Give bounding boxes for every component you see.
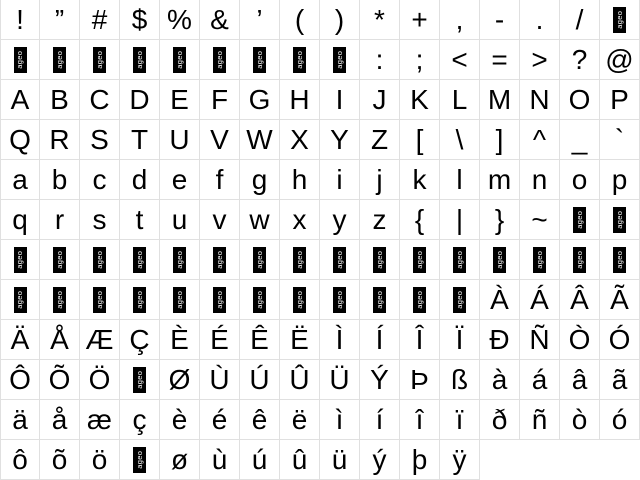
notdef-box-icon	[93, 247, 106, 273]
notdef-box-icon	[53, 247, 66, 273]
notdef-font-name-label: ageo	[94, 290, 104, 309]
glyph-cell: q	[0, 200, 40, 240]
notdef-font-name-label: ageo	[534, 250, 544, 269]
glyph-row	[0, 320, 640, 360]
glyph-cell: D	[120, 80, 160, 120]
missing-glyph-cell	[120, 440, 160, 480]
glyph-cell: õ	[40, 440, 80, 480]
notdef-box-icon	[14, 47, 27, 73]
glyph-cell: Ý	[360, 360, 400, 400]
missing-glyph-cell	[560, 200, 600, 240]
glyph-cell: ó	[600, 400, 640, 440]
glyph-cell: x	[280, 200, 320, 240]
notdef-box-icon	[333, 247, 346, 273]
glyph-cell: Æ	[80, 320, 120, 360]
glyph-cell: |	[440, 200, 480, 240]
missing-glyph-cell	[120, 240, 160, 280]
notdef-font-name-label: ageo	[214, 290, 224, 309]
glyph-cell: û	[280, 440, 320, 480]
notdef-box-icon	[213, 247, 226, 273]
glyph-cell: @	[600, 40, 640, 80]
glyph-cell: ’	[240, 0, 280, 40]
notdef-font-name-label: ageo	[15, 290, 25, 309]
glyph-cell: ]	[480, 120, 520, 160]
glyph-cell: à	[480, 360, 520, 400]
glyph-cell: ç	[120, 400, 160, 440]
notdef-box-icon	[133, 367, 146, 393]
notdef-box-icon	[14, 247, 27, 273]
glyph-cell: Ó	[600, 320, 640, 360]
missing-glyph-cell	[320, 40, 360, 80]
glyph-cell: í	[360, 400, 400, 440]
missing-glyph-cell	[120, 360, 160, 400]
notdef-font-name-label: ageo	[414, 250, 424, 269]
notdef-box-icon	[253, 247, 266, 273]
glyph-row	[0, 80, 640, 120]
glyph-cell: {	[400, 200, 440, 240]
glyph-cell: p	[600, 160, 640, 200]
missing-glyph-cell	[320, 240, 360, 280]
glyph-cell: w	[240, 200, 280, 240]
glyph-cell: ;	[400, 40, 440, 80]
notdef-box-icon	[293, 287, 306, 313]
glyph-cell: <	[440, 40, 480, 80]
glyph-cell: u	[160, 200, 200, 240]
glyph-cell: Z	[360, 120, 400, 160]
glyph-cell: Å	[40, 320, 80, 360]
notdef-box-icon	[453, 247, 466, 273]
missing-glyph-cell	[200, 40, 240, 80]
missing-glyph-cell	[560, 240, 600, 280]
missing-glyph-cell	[80, 240, 120, 280]
notdef-font-name-label: ageo	[94, 50, 104, 69]
glyph-cell: Þ	[400, 360, 440, 400]
glyph-row	[0, 0, 640, 40]
glyph-cell: ì	[320, 400, 360, 440]
notdef-font-name-label: ageo	[254, 250, 264, 269]
glyph-cell: V	[200, 120, 240, 160]
glyph-cell: Õ	[40, 360, 80, 400]
glyph-cell: ï	[440, 400, 480, 440]
notdef-box-icon	[453, 287, 466, 313]
notdef-font-name-label: ageo	[54, 50, 64, 69]
glyph-cell: i	[320, 160, 360, 200]
notdef-box-icon	[133, 287, 146, 313]
notdef-box-icon	[413, 287, 426, 313]
notdef-box-icon	[533, 247, 546, 273]
notdef-box-icon	[293, 247, 306, 273]
notdef-font-name-label: ageo	[134, 370, 144, 389]
glyph-cell: Ð	[480, 320, 520, 360]
notdef-box-icon	[133, 447, 146, 473]
missing-glyph-cell	[0, 280, 40, 320]
missing-glyph-cell	[600, 240, 640, 280]
glyph-cell: ñ	[520, 400, 560, 440]
glyph-cell: g	[240, 160, 280, 200]
glyph-cell: A	[0, 80, 40, 120]
glyph-cell: a	[0, 160, 40, 200]
notdef-font-name-label: ageo	[614, 10, 624, 29]
glyph-cell: /	[560, 0, 600, 40]
glyph-cell: e	[160, 160, 200, 200]
glyph-cell: ÿ	[440, 440, 480, 480]
glyph-cell: P	[600, 80, 640, 120]
missing-glyph-cell	[200, 280, 240, 320]
missing-glyph-cell	[600, 200, 640, 240]
notdef-font-name-label: ageo	[294, 50, 304, 69]
glyph-cell: Û	[280, 360, 320, 400]
missing-glyph-cell	[0, 240, 40, 280]
glyph-cell: Ö	[80, 360, 120, 400]
glyph-cell: M	[480, 80, 520, 120]
glyph-cell: W	[240, 120, 280, 160]
missing-glyph-cell	[440, 280, 480, 320]
glyph-cell: Y	[320, 120, 360, 160]
notdef-box-icon	[173, 287, 186, 313]
glyph-cell: þ	[400, 440, 440, 480]
glyph-cell: N	[520, 80, 560, 120]
glyph-cell: ô	[0, 440, 40, 480]
notdef-box-icon	[613, 247, 626, 273]
glyph-cell: ^	[520, 120, 560, 160]
notdef-font-name-label: ageo	[214, 250, 224, 269]
glyph-row	[0, 280, 640, 320]
notdef-font-name-label: ageo	[134, 50, 144, 69]
notdef-font-name-label: ageo	[134, 290, 144, 309]
notdef-font-name-label: ageo	[614, 210, 624, 229]
missing-glyph-cell	[40, 40, 80, 80]
glyph-cell: f	[200, 160, 240, 200]
glyph-cell: á	[520, 360, 560, 400]
glyph-cell: _	[560, 120, 600, 160]
glyph-row	[0, 200, 640, 240]
notdef-box-icon	[173, 247, 186, 273]
glyph-cell: S	[80, 120, 120, 160]
notdef-font-name-label: ageo	[334, 50, 344, 69]
missing-glyph-cell	[80, 40, 120, 80]
notdef-font-name-label: ageo	[454, 250, 464, 269]
notdef-font-name-label: ageo	[174, 290, 184, 309]
missing-glyph-cell	[240, 40, 280, 80]
glyph-cell: Ô	[0, 360, 40, 400]
notdef-box-icon	[333, 287, 346, 313]
missing-glyph-cell	[80, 280, 120, 320]
glyph-cell: Ë	[280, 320, 320, 360]
notdef-font-name-label: ageo	[54, 290, 64, 309]
glyph-cell: ”	[40, 0, 80, 40]
glyph-cell: j	[360, 160, 400, 200]
glyph-cell: I	[320, 80, 360, 120]
missing-glyph-cell	[320, 280, 360, 320]
notdef-box-icon	[253, 47, 266, 73]
notdef-box-icon	[14, 287, 27, 313]
glyph-cell: [	[400, 120, 440, 160]
glyph-cell: c	[80, 160, 120, 200]
notdef-box-icon	[133, 247, 146, 273]
glyph-row	[0, 440, 640, 480]
glyph-cell: ú	[240, 440, 280, 480]
missing-glyph-cell	[600, 0, 640, 40]
glyph-cell: R	[40, 120, 80, 160]
glyph-cell: î	[400, 400, 440, 440]
glyph-cell: $	[120, 0, 160, 40]
glyph-cell: k	[400, 160, 440, 200]
glyph-cell: r	[40, 200, 80, 240]
missing-glyph-cell	[400, 280, 440, 320]
glyph-cell: ã	[600, 360, 640, 400]
glyph-cell: #	[80, 0, 120, 40]
glyph-cell: l	[440, 160, 480, 200]
missing-glyph-cell	[360, 280, 400, 320]
notdef-font-name-label: ageo	[334, 290, 344, 309]
notdef-font-name-label: ageo	[54, 250, 64, 269]
missing-glyph-cell	[160, 40, 200, 80]
glyph-cell: b	[40, 160, 80, 200]
glyph-cell: =	[480, 40, 520, 80]
glyph-cell: U	[160, 120, 200, 160]
glyph-cell: Ã	[600, 280, 640, 320]
glyph-cell: :	[360, 40, 400, 80]
notdef-box-icon	[53, 287, 66, 313]
notdef-font-name-label: ageo	[254, 290, 264, 309]
missing-glyph-cell	[160, 280, 200, 320]
glyph-cell: *	[360, 0, 400, 40]
glyph-cell: K	[400, 80, 440, 120]
glyph-cell: Ò	[560, 320, 600, 360]
notdef-font-name-label: ageo	[294, 250, 304, 269]
glyph-row	[0, 160, 640, 200]
notdef-font-name-label: ageo	[294, 290, 304, 309]
notdef-box-icon	[253, 287, 266, 313]
glyph-cell: v	[200, 200, 240, 240]
glyph-row	[0, 360, 640, 400]
missing-glyph-cell	[360, 240, 400, 280]
notdef-box-icon	[373, 287, 386, 313]
glyph-cell: +	[400, 0, 440, 40]
notdef-font-name-label: ageo	[134, 250, 144, 269]
notdef-box-icon	[573, 207, 586, 233]
glyph-cell: É	[200, 320, 240, 360]
notdef-box-icon	[93, 47, 106, 73]
notdef-font-name-label: ageo	[94, 250, 104, 269]
notdef-box-icon	[333, 47, 346, 73]
glyph-cell: s	[80, 200, 120, 240]
notdef-font-name-label: ageo	[214, 50, 224, 69]
glyph-cell: o	[560, 160, 600, 200]
glyph-cell: æ	[80, 400, 120, 440]
glyph-cell: å	[40, 400, 80, 440]
notdef-box-icon	[413, 247, 426, 273]
notdef-font-name-label: ageo	[174, 250, 184, 269]
glyph-cell: H	[280, 80, 320, 120]
notdef-box-icon	[293, 47, 306, 73]
glyph-cell: Ñ	[520, 320, 560, 360]
glyph-cell: F	[200, 80, 240, 120]
missing-glyph-cell	[400, 240, 440, 280]
notdef-font-name-label: ageo	[574, 250, 584, 269]
glyph-cell: ý	[360, 440, 400, 480]
glyph-cell: è	[160, 400, 200, 440]
notdef-font-name-label: ageo	[494, 250, 504, 269]
glyph-cell: >	[520, 40, 560, 80]
glyph-cell: ~	[520, 200, 560, 240]
missing-glyph-cell	[160, 240, 200, 280]
glyph-row	[0, 240, 640, 280]
glyph-row	[0, 40, 640, 80]
glyph-cell: Î	[400, 320, 440, 360]
notdef-box-icon	[573, 247, 586, 273]
missing-glyph-cell	[200, 240, 240, 280]
notdef-font-name-label: ageo	[374, 290, 384, 309]
missing-glyph-cell	[0, 40, 40, 80]
notdef-box-icon	[613, 7, 626, 33]
glyph-cell: ð	[480, 400, 520, 440]
notdef-font-name-label: ageo	[334, 250, 344, 269]
glyph-cell: é	[200, 400, 240, 440]
glyph-cell: ß	[440, 360, 480, 400]
glyph-cell: L	[440, 80, 480, 120]
notdef-box-icon	[613, 207, 626, 233]
notdef-font-name-label: ageo	[574, 210, 584, 229]
glyph-cell: Í	[360, 320, 400, 360]
missing-glyph-cell	[240, 240, 280, 280]
glyph-cell: T	[120, 120, 160, 160]
glyph-cell: n	[520, 160, 560, 200]
glyph-cell: Á	[520, 280, 560, 320]
glyph-cell: \	[440, 120, 480, 160]
glyph-cell: Ú	[240, 360, 280, 400]
missing-glyph-cell	[40, 240, 80, 280]
glyph-cell: z	[360, 200, 400, 240]
notdef-box-icon	[53, 47, 66, 73]
glyph-cell: E	[160, 80, 200, 120]
glyph-cell: Ü	[320, 360, 360, 400]
notdef-box-icon	[373, 247, 386, 273]
notdef-font-name-label: ageo	[134, 450, 144, 469]
missing-glyph-cell	[240, 280, 280, 320]
missing-glyph-cell	[280, 240, 320, 280]
glyph-cell: ö	[80, 440, 120, 480]
missing-glyph-cell	[480, 240, 520, 280]
notdef-box-icon	[493, 247, 506, 273]
notdef-font-name-label: ageo	[15, 50, 25, 69]
notdef-font-name-label: ageo	[15, 250, 25, 269]
glyph-cell: Ê	[240, 320, 280, 360]
glyph-cell: &	[200, 0, 240, 40]
glyph-cell: ä	[0, 400, 40, 440]
missing-glyph-cell	[280, 40, 320, 80]
glyph-cell: Ï	[440, 320, 480, 360]
notdef-font-name-label: ageo	[254, 50, 264, 69]
glyph-cell: Ä	[0, 320, 40, 360]
glyph-cell: y	[320, 200, 360, 240]
missing-glyph-cell	[120, 280, 160, 320]
glyph-cell: X	[280, 120, 320, 160]
notdef-box-icon	[93, 287, 106, 313]
glyph-cell: h	[280, 160, 320, 200]
notdef-font-name-label: ageo	[614, 250, 624, 269]
glyph-cell: d	[120, 160, 160, 200]
glyph-cell: !	[0, 0, 40, 40]
notdef-font-name-label: ageo	[414, 290, 424, 309]
glyph-row	[0, 120, 640, 160]
glyph-cell: B	[40, 80, 80, 120]
missing-glyph-cell	[520, 240, 560, 280]
glyph-cell: ê	[240, 400, 280, 440]
notdef-font-name-label: ageo	[374, 250, 384, 269]
missing-glyph-cell	[40, 280, 80, 320]
glyph-cell: À	[480, 280, 520, 320]
glyph-cell: Â	[560, 280, 600, 320]
notdef-box-icon	[173, 47, 186, 73]
notdef-box-icon	[133, 47, 146, 73]
glyph-cell: ?	[560, 40, 600, 80]
glyph-cell: ù	[200, 440, 240, 480]
notdef-box-icon	[213, 47, 226, 73]
glyph-cell: m	[480, 160, 520, 200]
glyph-cell: t	[120, 200, 160, 240]
notdef-box-icon	[213, 287, 226, 313]
missing-glyph-cell	[120, 40, 160, 80]
missing-glyph-cell	[440, 240, 480, 280]
glyph-cell: È	[160, 320, 200, 360]
glyph-cell: ,	[440, 0, 480, 40]
glyph-cell: Q	[0, 120, 40, 160]
glyph-cell: )	[320, 0, 360, 40]
glyph-cell: (	[280, 0, 320, 40]
glyph-cell: ë	[280, 400, 320, 440]
notdef-font-name-label: ageo	[174, 50, 184, 69]
notdef-font-name-label: ageo	[454, 290, 464, 309]
glyph-cell: C	[80, 80, 120, 120]
glyph-row	[0, 400, 640, 440]
missing-glyph-cell	[280, 280, 320, 320]
glyph-cell: Ø	[160, 360, 200, 400]
glyph-cell: G	[240, 80, 280, 120]
glyph-cell: %	[160, 0, 200, 40]
glyph-cell: ò	[560, 400, 600, 440]
glyph-cell: }	[480, 200, 520, 240]
glyph-cell: J	[360, 80, 400, 120]
glyph-cell: Ù	[200, 360, 240, 400]
glyph-cell: â	[560, 360, 600, 400]
glyph-cell: ü	[320, 440, 360, 480]
glyph-cell: -	[480, 0, 520, 40]
glyph-cell: Ç	[120, 320, 160, 360]
glyph-cell: ø	[160, 440, 200, 480]
glyph-cell: O	[560, 80, 600, 120]
glyph-cell: Ì	[320, 320, 360, 360]
glyph-cell: `	[600, 120, 640, 160]
glyph-cell: .	[520, 0, 560, 40]
